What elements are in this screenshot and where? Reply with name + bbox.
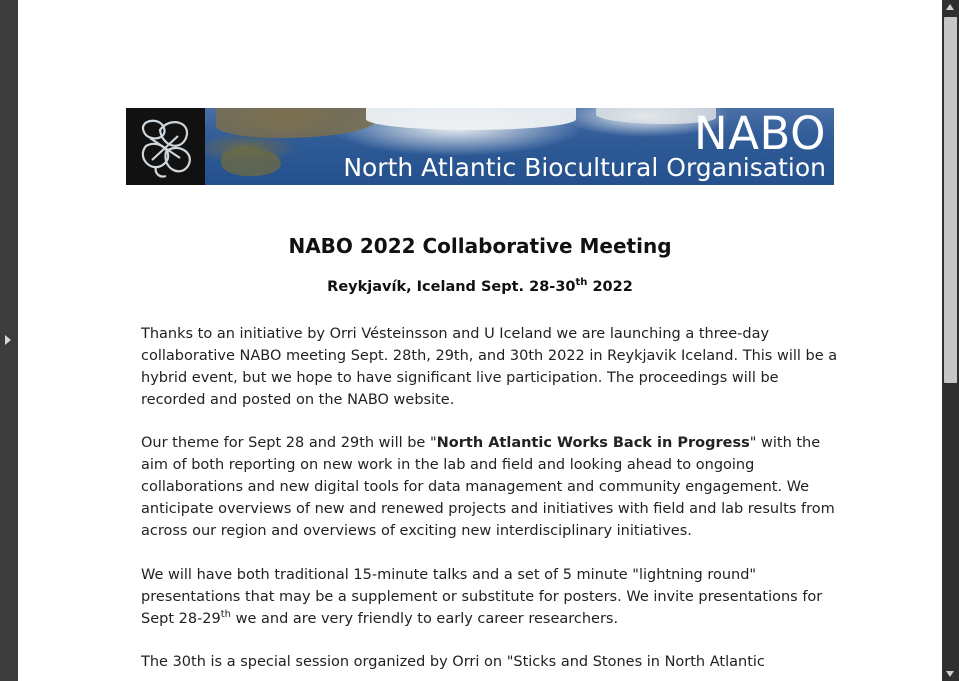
vertical-scrollbar[interactable]	[942, 0, 959, 681]
talks-superscript: th	[220, 609, 232, 621]
theme-title: North Atlantic Works Back in Progress	[436, 435, 750, 451]
banner-map-land	[221, 148, 281, 176]
talks-text-after: we and are very friendly to early career researchers.	[231, 611, 619, 627]
nabo-banner	[126, 108, 834, 185]
subtitle-superscript: th	[575, 277, 588, 288]
scrollbar-thumb[interactable]	[944, 17, 957, 383]
banner-map-land	[216, 108, 376, 138]
paragraph-theme	[141, 432, 841, 542]
document-page	[18, 0, 942, 681]
knot-logo-icon	[126, 108, 205, 185]
scroll-down-icon[interactable]	[946, 671, 954, 677]
talks-text-before: We will have both traditional 15-minute talks and a set of 5 minute "lightning round" presentations that may be a supplement or substitute for posters. We invite presentations for Sept 28-29	[141, 567, 823, 627]
subtitle-location: Reykjavík, Iceland Sept. 28-30	[327, 278, 576, 295]
expand-right-icon[interactable]	[5, 335, 11, 345]
page-title: NABO 2022 Collaborative Meeting	[288, 234, 672, 258]
banner-map-ice	[366, 108, 576, 130]
theme-text-before: Our theme for Sept 28 and 29th will be "	[141, 435, 437, 451]
paragraph-intro: Thanks to an initiative by Orri Vésteinsson and U Iceland we are launching a three-day collaborative NABO meeting Sept. 28th, 29th, and 30th 2022 in Reykjavik Iceland. This will be a hybrid event, but we hope to have significant live participation. The proceedings will be recorded and posted on the NABO website.	[141, 326, 838, 408]
left-panel-gutter	[0, 0, 18, 681]
scroll-up-icon[interactable]	[946, 4, 954, 10]
banner-title: NABO	[694, 108, 826, 160]
subtitle-year: 2022	[587, 278, 633, 295]
page-subtitle	[18, 277, 942, 295]
theme-text-after: " with the aim of both reporting on new work in the lab and field and looking ahead to ongoing collaborations and new digital tools for data management and community engagement. We anticipate overviews of new and renewed projects and initiatives with field and lab results from across our region and overviews of exciting new interdisciplinary initiatives.	[141, 435, 835, 539]
paragraph-talks	[141, 564, 841, 630]
paragraph-session: The 30th is a special session organized by Orri on "Sticks and Stones in North Atlantic	[141, 654, 765, 670]
banner-subtitle: North Atlantic Biocultural Organisation	[343, 153, 826, 182]
